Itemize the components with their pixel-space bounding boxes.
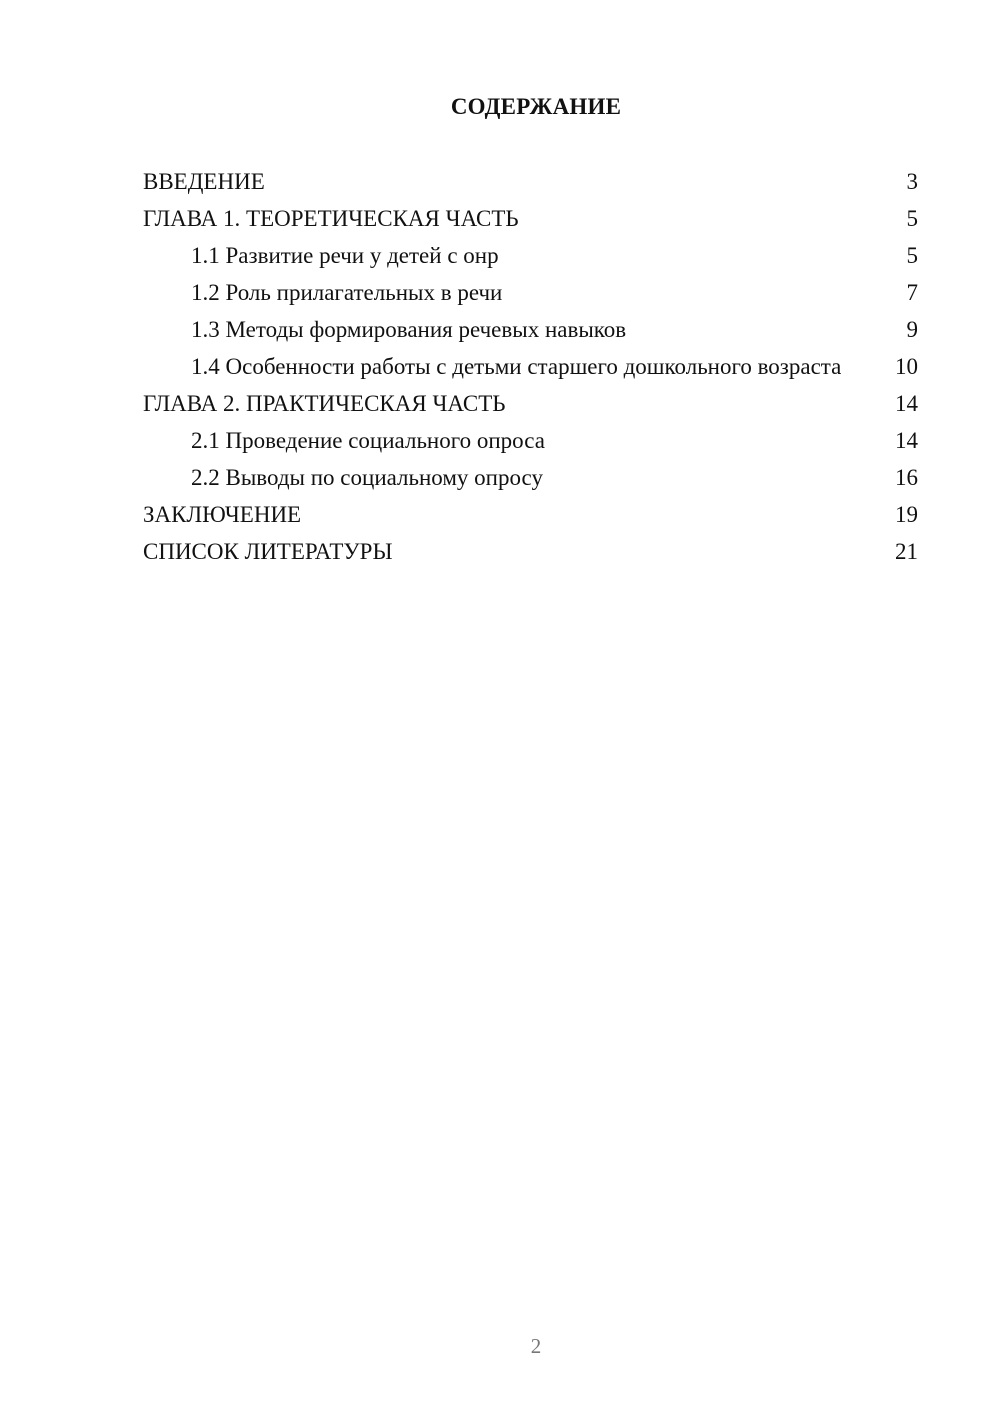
toc-entry-page: 14 — [895, 428, 918, 453]
toc-entry-introduction[interactable] — [143, 168, 918, 196]
toc-entry-label: 2.1 Проведение социального опроса — [191, 428, 545, 453]
toc-entry-label: 1.2 Роль прилагательных в речи — [191, 280, 503, 305]
toc-entry-page: 14 — [895, 391, 918, 416]
toc-entry-label: ГЛАВА 2. ПРАКТИЧЕСКАЯ ЧАСТЬ — [143, 391, 506, 416]
toc-entry-section-2-1[interactable] — [143, 427, 918, 455]
toc-entry-page: 16 — [895, 465, 918, 490]
toc-entry-section-1-4[interactable] — [143, 353, 918, 381]
toc-entry-chapter-1[interactable] — [143, 205, 918, 233]
toc-title: СОДЕРЖАНИЕ — [450, 94, 622, 119]
table-of-contents — [143, 168, 918, 575]
toc-entry-label: СПИСОК ЛИТЕРАТУРЫ — [143, 539, 393, 564]
toc-entry-section-2-2[interactable] — [143, 464, 918, 492]
toc-entry-conclusion[interactable] — [143, 501, 918, 529]
toc-entry-page: 10 — [895, 354, 918, 379]
toc-entry-page: 21 — [895, 539, 918, 564]
toc-entry-label: 1.1 Развитие речи у детей с онр — [191, 243, 499, 268]
toc-entry-section-1-2[interactable] — [143, 279, 918, 307]
toc-entry-label: 2.2 Выводы по социальному опросу — [191, 465, 543, 490]
toc-entry-label: 1.3 Методы формирования речевых навыков — [191, 317, 627, 342]
toc-entry-page: 9 — [906, 317, 918, 342]
toc-entry-page: 5 — [906, 243, 918, 268]
toc-entry-page: 3 — [906, 169, 918, 194]
toc-entry-label: ВВЕДЕНИЕ — [143, 169, 265, 194]
toc-entry-page: 19 — [895, 502, 918, 527]
page-number: 2 — [530, 1334, 542, 1358]
toc-entry-section-1-3[interactable] — [143, 316, 918, 344]
toc-entry-chapter-2[interactable] — [143, 390, 918, 418]
toc-entry-bibliography[interactable] — [143, 538, 918, 566]
toc-entry-label: ГЛАВА 1. ТЕОРЕТИЧЕСКАЯ ЧАСТЬ — [143, 206, 519, 231]
toc-entry-page: 5 — [906, 206, 918, 231]
toc-entry-label: ЗАКЛЮЧЕНИЕ — [143, 502, 302, 527]
toc-entry-page: 7 — [906, 280, 918, 305]
toc-entry-label: 1.4 Особенности работы с детьми старшего дошкольного возраста — [191, 354, 842, 379]
toc-entry-section-1-1[interactable] — [143, 242, 918, 270]
